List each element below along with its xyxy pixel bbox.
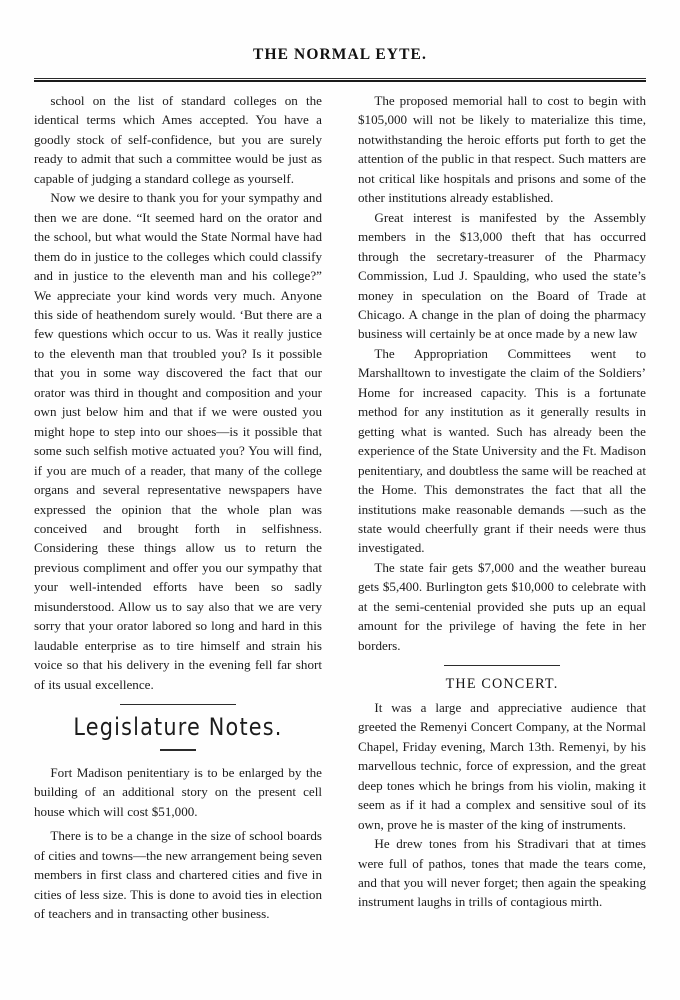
legislature-notes-heading: Legislature Notes. (73, 713, 283, 741)
paragraph: He drew tones from his Stradivari that at times were full of pathos, tones that made the tears come, and that you will never forget; then again the speaking instrument laughs in trills of contagious mirth. (358, 836, 646, 910)
paragraph: There is to be a change in the size of school boards of cities and towns—the new arrangement being seven members in first class and chartered cities and five in cities of less size. This is done to avoid ties in election of teachers and in transacting other business. (34, 828, 322, 921)
paragraph: The proposed memorial hall to cost to begin with $105,000 will not be likely to materialize this time, notwithstanding the heroic efforts put forth to get the attention of the public in that respect. Such matters are not critical like hospitals and prisons and some of the other institutions already established. (358, 93, 646, 206)
paragraph: Now we desire to thank you for your sympathy and then we are done. “It seemed hard on the orator and the school, but what would the State Normal have had them do in justice to the colleges which could classify and in justice to the eleventh man and his college?” We appreciate your kind words very much. Anyone this side of heathendom surely would. ‘But there are a few questions which occur to us. Was it really justice to the eleventh man that troubled you? Is it possible that you in some way discovered the fact that our orator was third in thought and composition and your own just below him and that if we were ousted you might hope to step into our shoes—is it possible that some such selfish motive actuated you? You will find, if you are much of a reader, that many of the college organs and several representative newspapers have expressed the opinion that the whole plan was conceived and brought forth in selfishness. Considering these things allow us to return the previous compliment and offer you our sympathy that your well-intended efforts have been so sadly misunderstood. Allow us to say also that we are very sorry that your orator labored so long and hard in this laudable enterprise as to tire himself and strain his voice so that his delivery in the evening fell far short of its usual excellence. (34, 190, 322, 692)
paragraph: The state fair gets $7,000 and the weather bureau gets $5,400. Burlington gets $10,000 to celebrate with at the semi-centenial provided she puts up an equal amount for the privilege of having the fete in her borders. (358, 559, 646, 653)
paragraph: Great interest is manifested by the Assembly members in the $13,000 theft that has occurred through the secretary-treasurer of the Pharmacy Commission, Lud J. Spaulding, who used the state’s money in speculation on the Board of Trade at Chicago. A change in the plan of doing the pharmacy business will certainly be at once made by a new law (358, 209, 646, 342)
paragraph: It was a large and appreciative audience that greeted the Remenyi Concert Company, at the Normal Chapel, Friday evening, March 13th. Remenyi, by his marvellous technic, force of expression, and the great deep tones which he brings from his violin, making it seem as if it had a complex and sensitive soul of its own, prove he is master of the king of instruments. (358, 699, 646, 832)
left-column (34, 91, 322, 923)
masthead (0, 0, 680, 64)
masthead-double-rule (34, 78, 646, 82)
section-divider-rule-short (160, 749, 196, 751)
section-divider-rule (120, 704, 236, 705)
paragraph: The Appropriation Committees went to Marshalltown to investigate the claim of the Soldiers’ Home for increased capacity. This is a fortunate method for any institution as it generally results in getting what is wanted. Such has already been the experience of the State University and the Ft. Madison penitentiary, and doubtless the same will be reached at the Home. This demonstrates the fact that all the institutions make reasonable demands —such as the state would cheerfully grant if their needs were thus investigated. (358, 345, 646, 556)
section-divider-rule (444, 665, 560, 666)
paragraph: Fort Madison penitentiary is to be enlarged by the building of an additional story on the present cell house which will cost $51,000. (34, 764, 322, 819)
concert-heading: THE CONCERT. (445, 676, 559, 693)
paragraph: school on the list of standard colleges on the identical terms which Ames accepted. You have a goodly stock of self-confidence, but you are surely ready to admit that such a committee would be just as capable of judging a standard college as yourself. (34, 93, 322, 186)
body-columns (34, 91, 646, 923)
page-title: THE NORMAL EYTE. (253, 46, 427, 63)
right-column (358, 91, 646, 923)
